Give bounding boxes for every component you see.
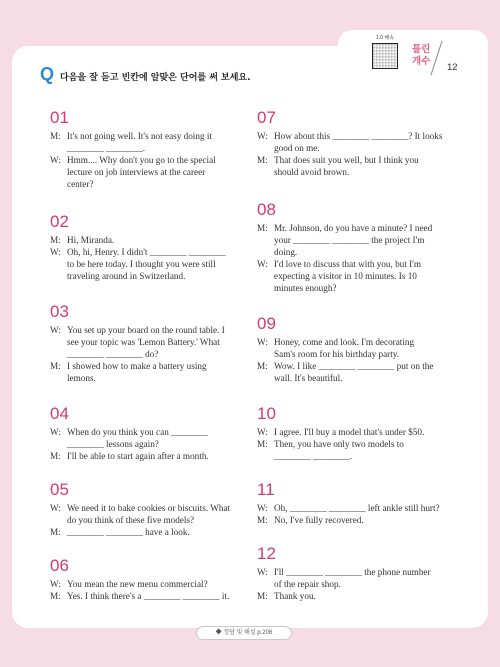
dialogue-text: should avoid brown. [274,167,350,178]
exercise-item [257,480,447,526]
dialogue-line [50,360,240,372]
dialogue-text: traveling around in Switzerland. [67,271,186,282]
dialogue-text: Mr. Johnson, do you have a minute? I need [274,223,433,233]
item-number: 06 [50,556,69,575]
dialogue-text: Oh, hi, Henry. I didn't ________ ________ [67,247,226,258]
speaker-label [257,450,274,462]
dialogue-line [257,154,447,166]
speaker-label: M: [50,361,61,372]
dialogue-line [50,438,240,450]
exercise-item [50,556,240,602]
speaker-label: M: [257,155,268,166]
total-count: 12 [447,62,458,73]
dialogue-text: center? [67,179,94,190]
dialogue-text: How about this ________ ________? It looks [274,131,443,141]
speaker-label [50,166,67,178]
dialogue-text: do you think of these five models? [67,515,195,526]
dialogue-line [50,372,240,384]
speaker-label [257,270,274,282]
speaker-label: W: [50,427,61,437]
exercise-item [50,108,240,190]
speaker-label [257,578,274,590]
speaker-label [257,282,274,294]
dialogue-text: I'll ________ ________ the phone number [274,567,431,577]
dialogue-line [257,450,447,462]
instruction-text: 다음을 잘 듣고 빈칸에 알맞은 단어를 써 보세요. [60,73,251,83]
speaker-label: W: [50,579,61,589]
exercise-item [257,200,447,295]
speaker-label [50,258,67,270]
speaker-label [50,348,67,360]
dialogue-line [257,222,447,234]
dialogue-text: I'll be able to start again after a month. [67,451,209,462]
dialogue-line [50,234,240,246]
qr-code-icon[interactable] [372,43,398,69]
dialogue-line [50,502,240,514]
dialogue-line [257,566,447,578]
speaker-label: M: [257,223,268,233]
item-number: 08 [257,200,276,219]
speaker-label: W: [257,427,268,437]
speaker-label: M: [50,527,61,538]
speaker-label: M: [50,591,61,602]
dialogue-text: see your topic was 'Lemon Battery.' What [67,337,220,348]
speaker-label: M: [50,451,61,462]
wrong-label-line2: 개수 [412,56,431,67]
dialogue-line [50,142,240,154]
dialogue-line [50,514,240,526]
speaker-label: W: [257,337,268,347]
speaker-label [50,336,67,348]
dialogue-line [50,578,240,590]
speaker-label [50,270,67,282]
dialogue-line [257,348,447,360]
speaker-label: M: [50,131,61,141]
speaker-label [257,234,274,246]
exercise-item [50,480,240,538]
dialogue-text: good on me. [274,143,320,154]
dialogue-text: I'd love to discuss that with you, but I'm [274,259,421,270]
exercise-item [257,108,447,178]
dialogue-text: ________ ________. [67,143,146,154]
answer-key-reference[interactable]: ◆ 정답 및 해설 p.206 [196,626,292,640]
dialogue-text: You mean the new menu commercial? [67,579,208,589]
dialogue-text: doing. [274,247,298,258]
speaker-label: W: [50,155,61,166]
wrong-count-label [412,44,430,68]
speaker-label: M: [257,361,268,372]
speaker-label: M: [257,515,268,526]
dialogue-line [257,426,447,438]
dialogue-text: When do you think you can ________ [67,427,208,437]
speaker-label [50,514,67,526]
dialogue-text: Honey, come and look. I'm decorating [274,337,415,347]
speaker-label [50,178,67,190]
speaker-label: W: [257,259,268,270]
dialogue-text: Then, you have only two models to [274,439,404,450]
dialogue-line [257,282,447,294]
speaker-label: W: [257,131,268,141]
speaker-label [257,246,274,258]
qr-label: 1.0 배속 [375,35,394,41]
dialogue-text: That does suit you well, but I think you [274,155,419,166]
dialogue-line [50,154,240,166]
dialogue-line [257,360,447,372]
dialogue-text: Wow. I like ________ ________ put on the [274,361,434,372]
dialogue-line [257,130,447,142]
speaker-label: M: [257,439,268,450]
dialogue-line [50,258,240,270]
dialogue-line [50,178,240,190]
dialogue-line [50,526,240,538]
dialogue-text: wall. It's beautiful. [274,373,343,384]
dialogue-line [257,372,447,384]
dialogue-line [50,166,240,178]
speaker-label [257,372,274,384]
wrong-label-line1: 틀린 [412,44,431,55]
dialogue-text: ________ ________ do? [67,349,159,360]
dialogue-line [50,426,240,438]
dialogue-text: Thank you. [274,591,316,602]
dialogue-line [257,578,447,590]
item-number: 07 [257,108,276,127]
dialogue-text: lemons. [67,373,96,384]
item-number: 04 [50,404,69,423]
dialogue-text: Hi, Miranda. [67,235,115,245]
exercise-item [257,314,447,384]
speaker-label: W: [50,247,61,258]
qr-area [364,34,406,78]
exercise-item [50,212,240,282]
speaker-label: W: [50,325,61,335]
item-number: 05 [50,480,69,499]
dialogue-text: ________ lessons again? [67,439,159,450]
dialogue-text: ________ ________. [274,451,353,462]
dialogue-text: I showed how to make a battery using [67,361,207,372]
dialogue-text: You set up your board on the round table. I [67,325,225,335]
exercise-item [50,302,240,384]
dialogue-text: lecture on job interviews at the career [67,167,206,178]
dialogue-line [257,270,447,282]
dialogue-line [257,166,447,178]
dialogue-text: I agree. I'll buy a model that's under $50. [274,427,425,437]
item-number: 11 [257,480,275,499]
item-number: 12 [257,544,276,563]
dialogue-text: No, I've fully recovered. [274,515,364,526]
speaker-label [50,438,67,450]
dialogue-line [257,502,447,514]
dialogue-line [50,336,240,348]
dialogue-line [50,450,240,462]
speaker-label: W: [257,503,268,513]
dialogue-line [257,234,447,246]
speaker-label: W: [50,503,61,513]
dialogue-line [257,590,447,602]
item-number: 01 [50,108,69,127]
dialogue-text: It's not going well. It's not easy doing it [67,131,212,141]
dialogue-line [257,438,447,450]
dialogue-text: Hmm.... Why don't you go to the special [67,155,216,166]
dialogue-line [50,348,240,360]
item-number: 09 [257,314,276,333]
dialogue-line [257,514,447,526]
dialogue-text: Yes. I think there's a ________ ________ it. [67,591,230,602]
speaker-label [50,142,67,154]
item-number: 02 [50,212,69,231]
dialogue-text: minutes enough? [274,283,337,294]
item-number: 03 [50,302,69,321]
dialogue-text: your ________ ________ the project I'm [274,235,425,246]
dialogue-line [257,142,447,154]
exercise-item [257,544,447,602]
dialogue-line [257,258,447,270]
question-icon: Q [40,64,55,84]
dialogue-text: of the repair shop. [274,579,341,590]
dialogue-line [50,246,240,258]
speaker-label [257,166,274,178]
dialogue-text: We need it to bake cookies or biscuits. What [67,503,231,513]
dialogue-line [50,130,240,142]
dialogue-line [257,336,447,348]
dialogue-line [257,246,447,258]
speaker-label [257,348,274,360]
speaker-label [257,142,274,154]
dialogue-text: Oh, ________ ________ left ankle still hurt? [274,503,440,513]
dialogue-line [50,324,240,336]
item-number: 10 [257,404,276,423]
speaker-label [50,372,67,384]
speaker-label: M: [50,235,61,245]
exercise-item [257,404,447,462]
dialogue-text: expecting a visitor in 10 minutes. Is 10 [274,271,417,282]
dialogue-text: to be here today. I thought you were still [67,259,216,270]
dialogue-line [50,270,240,282]
speaker-label: M: [257,591,268,602]
dialogue-text: Sam's room for his birthday party. [274,349,400,360]
dialogue-line [50,590,240,602]
speaker-label: W: [257,567,268,577]
exercise-item [50,404,240,462]
dialogue-text: ________ ________ have a look. [67,527,190,538]
